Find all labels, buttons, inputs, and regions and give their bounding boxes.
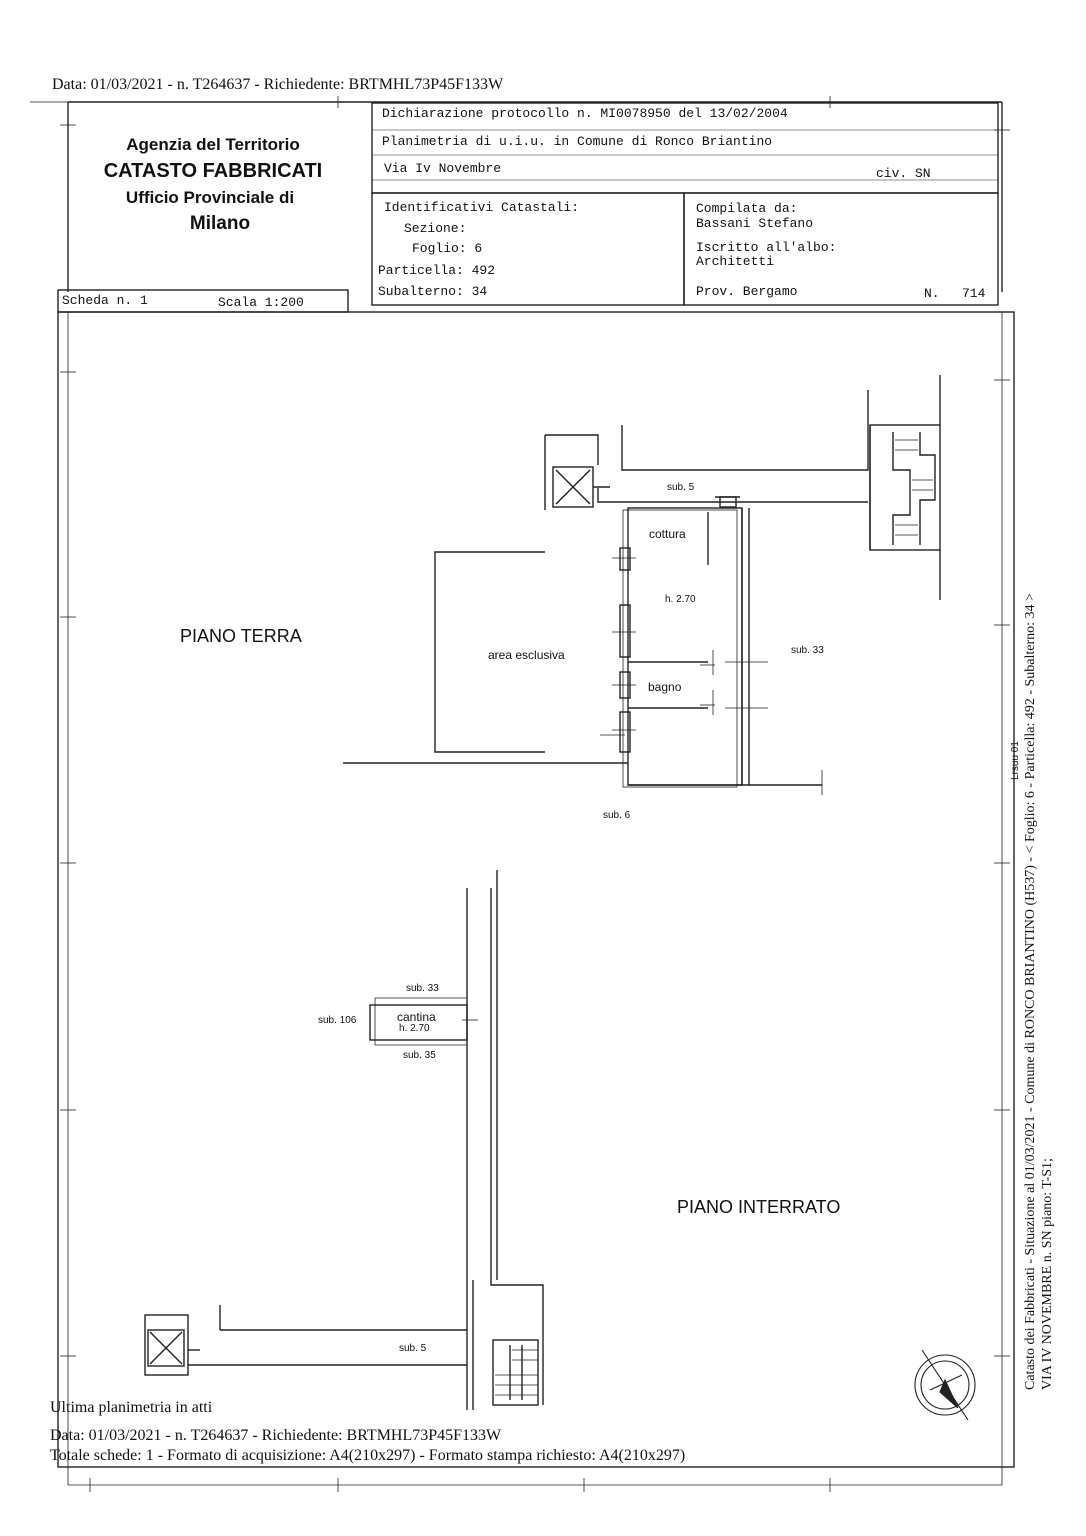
- catasto-title: CATASTO FABBRICATI: [103, 160, 323, 182]
- ultima-planimetria: Ultima planimetria in atti: [50, 1399, 213, 1416]
- sub106-label: sub. 106: [318, 1015, 357, 1026]
- registration-label: N.: [924, 286, 940, 301]
- header-request-line: Data: 01/03/2021 - n. T264637 - Richiedente: BRTMHL73P45F133W: [52, 76, 504, 93]
- particella-field: Particella: 492: [378, 263, 496, 278]
- sub33-cantina-label: sub. 33: [406, 983, 439, 994]
- province: Prov. Bergamo: [696, 284, 798, 299]
- ufficio-label: Ufficio Provinciale di: [125, 188, 295, 207]
- registration-number: 714: [962, 286, 986, 301]
- sub35-label: sub. 35: [403, 1050, 436, 1061]
- civic-number: civ. SN: [876, 166, 931, 181]
- agency-name: Agenzia del Territorio: [126, 135, 300, 154]
- sub6-label: sub. 6: [603, 810, 631, 821]
- planimetry-line: Planimetria di u.i.u. in Comune di Ronco Briantino: [382, 134, 773, 149]
- area-esclusiva-label: area esclusiva: [488, 648, 565, 662]
- height-label: h. 2.70: [665, 594, 696, 605]
- scale: Scala 1:200: [218, 295, 304, 310]
- cantina-label: cantina: [397, 1010, 436, 1024]
- sub5-bottom-label: sub. 5: [399, 1343, 427, 1354]
- office-city: Milano: [189, 213, 251, 234]
- piano-interrato-label: PIANO INTERRATO: [677, 1197, 841, 1217]
- vertical-mark: Lrsuu 01: [1010, 741, 1021, 780]
- sub33-label: sub. 33: [791, 645, 824, 656]
- footer-totale-line: Totale schede: 1 - Formato di acquisizione: A4(210x297) - Formato stampa richiesto: A4(210x297): [50, 1447, 686, 1464]
- albo-label: Iscritto all'albo:: [696, 240, 837, 255]
- side-line-2: VIA IV NOVEMBRE n. SN piano: T-S1;: [1040, 1158, 1055, 1390]
- profession: Architetti: [696, 254, 775, 269]
- street-line: Via Iv Novembre: [384, 161, 502, 176]
- foglio-field: Foglio: 6: [412, 241, 483, 256]
- ground-floor-plan: [343, 375, 940, 795]
- footer-request-line: Data: 01/03/2021 - n. T264637 - Richiedente: BRTMHL73P45F133W: [50, 1427, 502, 1444]
- compiler-title: Compilata da:: [696, 201, 798, 216]
- side-status-text: [1022, 593, 1056, 1390]
- basement-plan: [145, 870, 543, 1410]
- compiler-name: Bassani Stefano: [696, 216, 814, 231]
- sezione-field: Sezione:: [404, 221, 467, 236]
- north-arrow-icon: [915, 1350, 975, 1420]
- side-line-1: Catasto dei Fabbricati - Situazione al 01/03/2021 - Comune di RONCO BRIANTINO (H537) - < Foglio: 6 - Particella: 492 - Subalterno: 34 >: [1023, 593, 1038, 1390]
- sub5-top-label: sub. 5: [667, 482, 695, 493]
- bagno-label: bagno: [648, 680, 682, 694]
- subalterno-field: Subalterno: 34: [378, 284, 488, 299]
- piano-terra-label: PIANO TERRA: [180, 626, 302, 646]
- cantina-height-label: h. 2.70: [399, 1023, 430, 1034]
- cottura-label: cottura: [649, 527, 686, 541]
- protocol-line: Dichiarazione protocollo n. MI0078950 del 13/02/2004: [382, 106, 788, 121]
- identifiers-title: Identificativi Catastali:: [384, 200, 580, 215]
- scheda-number: Scheda n. 1: [62, 293, 148, 308]
